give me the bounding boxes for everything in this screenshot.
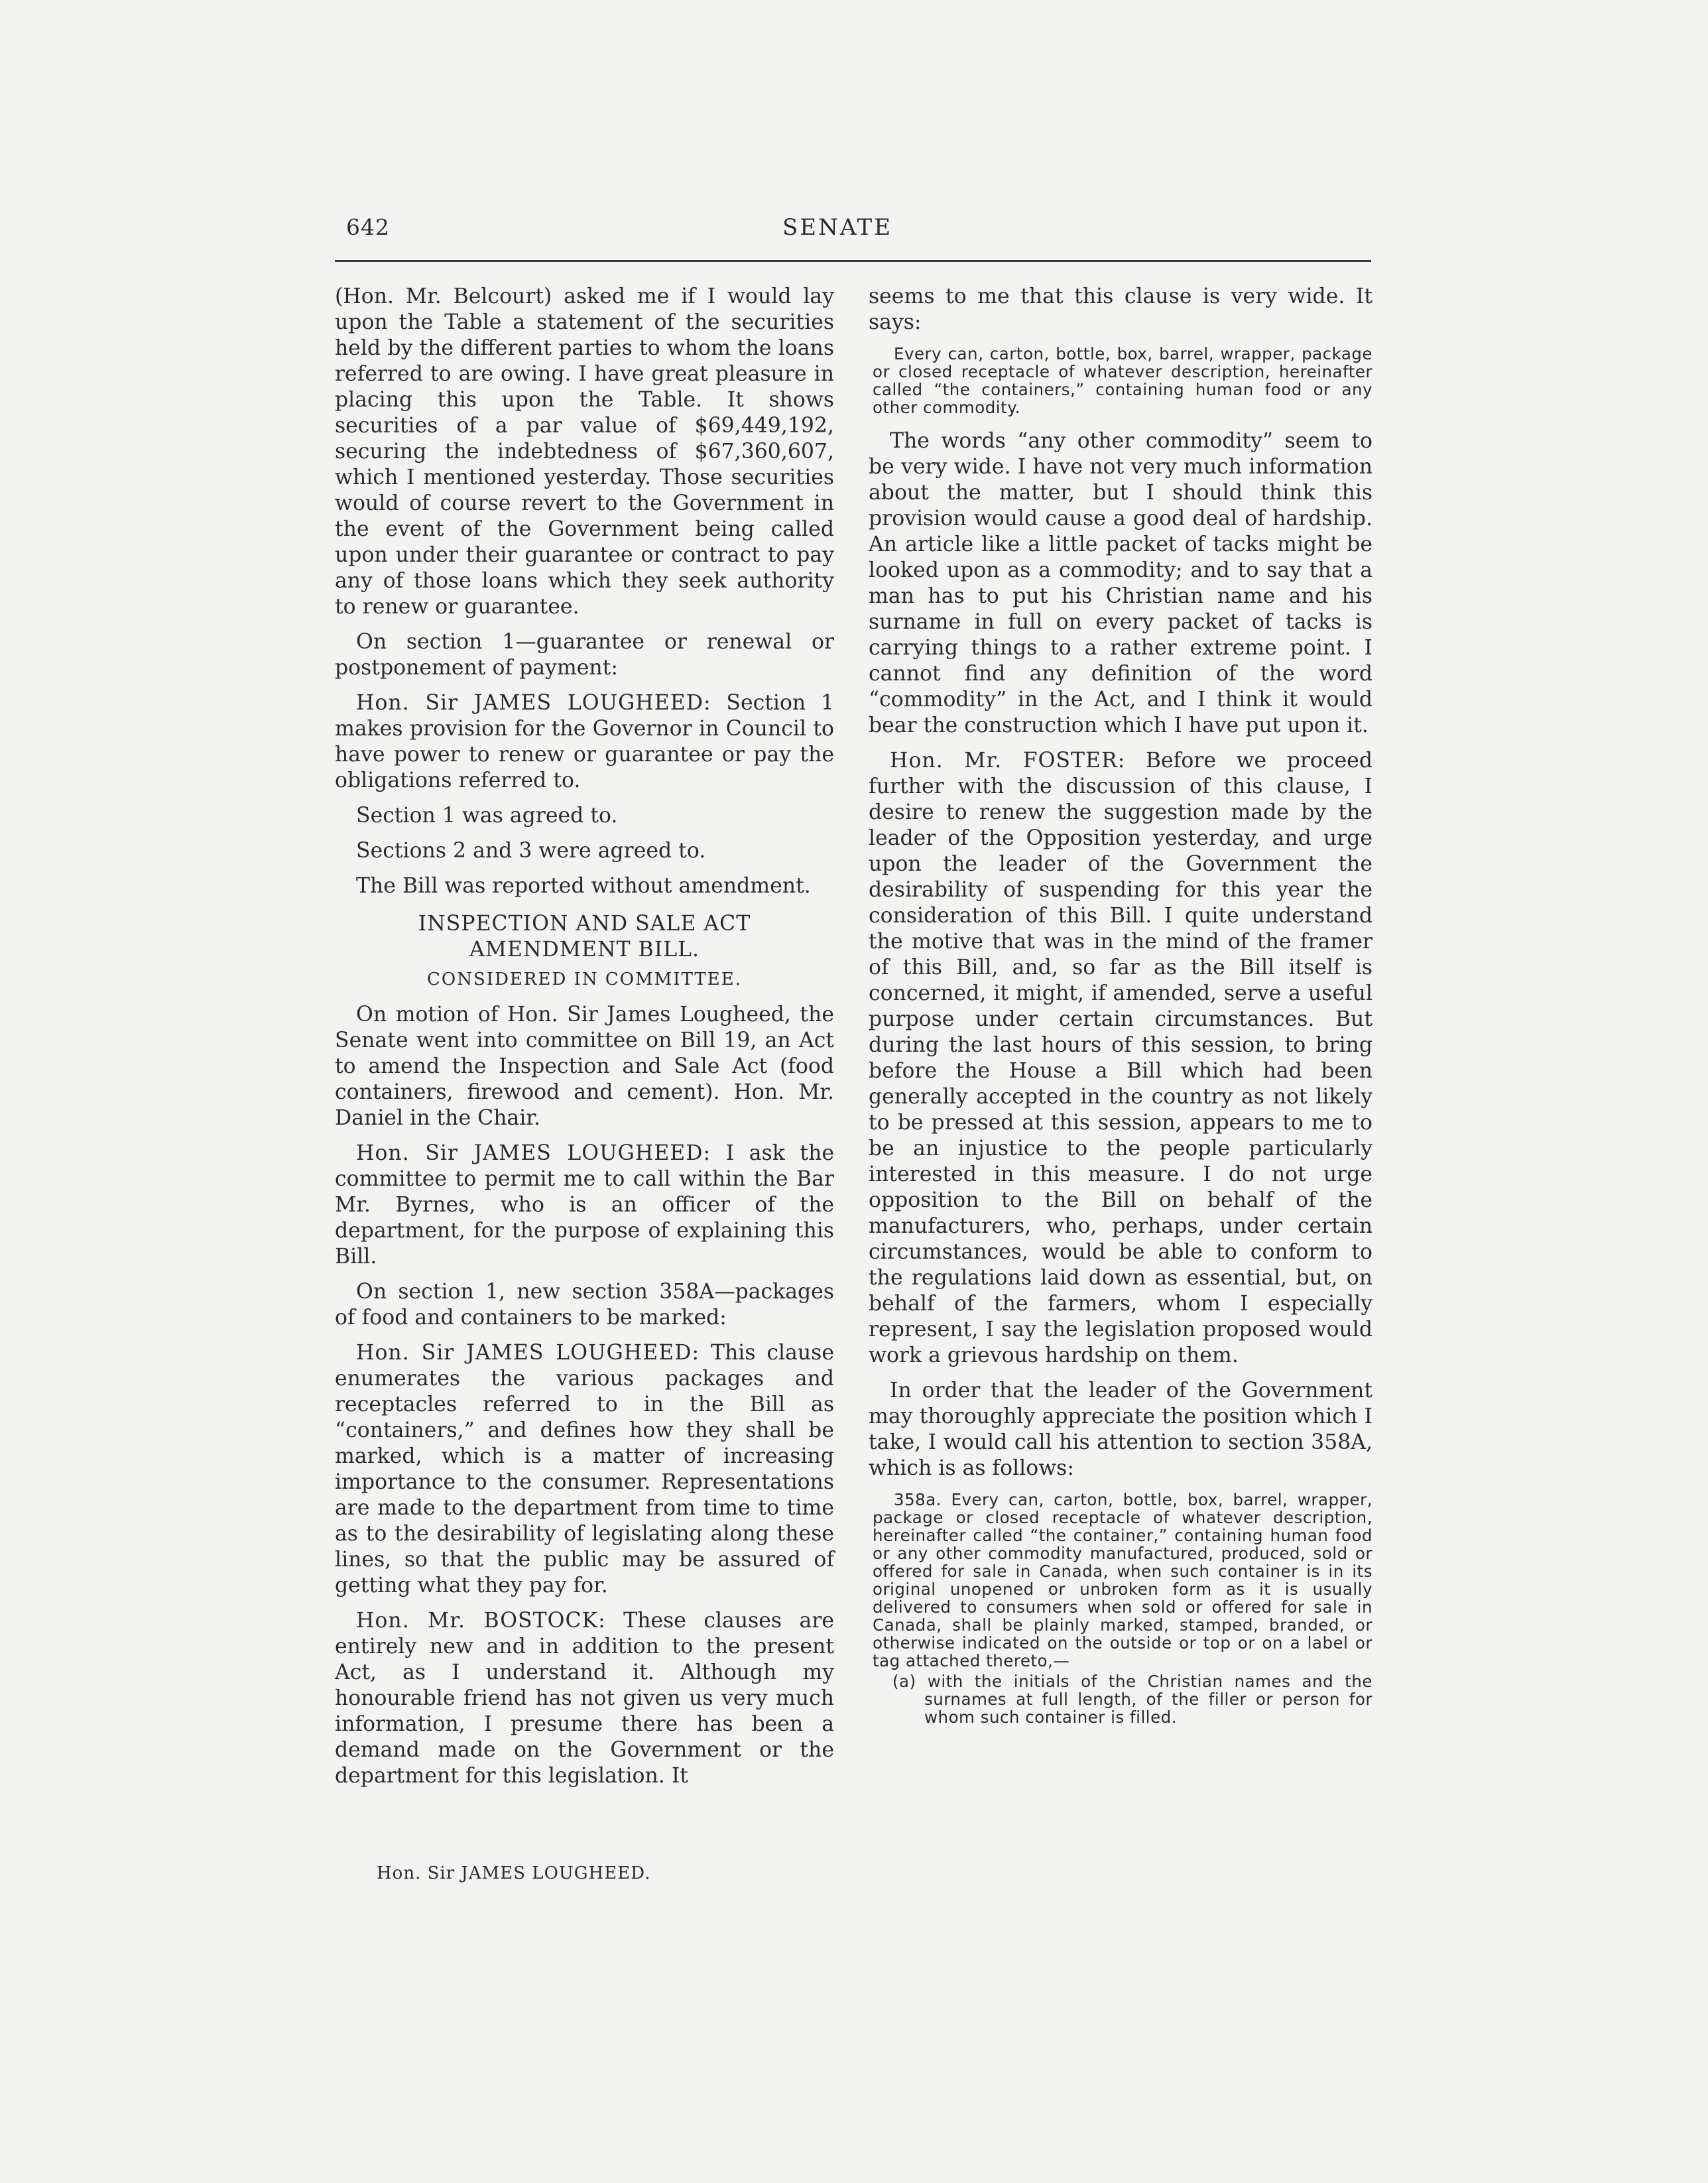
- left-column: [335, 284, 834, 1798]
- speech-text: These clauses are entirely new and in addition to the present Act, as I understand it. Although my honourable friend has not given us very much information, I presume there has been a demand made on the Government or the department for this legislation. It: [335, 1609, 835, 1788]
- paragraph: Sections 2 and 3 were agreed to.: [356, 839, 706, 863]
- speaker-name: Hon. Sir JAMES LOUGHEED:: [356, 691, 711, 715]
- block-quote: Every can, carton, bottle, box, barrel, wrapper, package or closed receptacle of whatever description, hereinafter called “the containers,” containing human food or any other commodity.: [873, 344, 1372, 417]
- page-footer: Hon. Sir JAMES LOUGHEED.: [377, 1863, 651, 1883]
- paragraph: The Bill was reported without amendment.: [356, 874, 811, 898]
- paragraph: The words “any other commodity” seem to be very wide. I have not very much information about the matter, but I should think this provision would cause a good deal of hardship. An article like a little packet of tacks might be looked upon as a commodity; and to say that a man has to put his Christian name and his surname in full on every packet of tacks is carrying things to a rather extreme point. I cannot find any definition of the word “commodity” in the Act, and I think it would bear the construction which I have put upon it.: [869, 429, 1372, 737]
- speech-text: Before we proceed further with the discussion of this clause, I desire to renew the suggestion made by the leader of the Opposition yesterday, and urge upon the leader of the Government the desirability of suspending for this year the consideration of this Bill. I quite understand the motive that was in the mind of the framer of this Bill, and, so far as the Bill itself is concerned, it might, if amended, serve a useful purpose under certain circumstances. But during the last hours of this session, to bring before the House a Bill which had been generally accepted in the country as not likely to be pressed at this session, appears to me to be an injustice to the people particularly interested in this measure. I do not urge opposition to the Bill on behalf of the manufacturers, who, perhaps, under certain circumstances, would be able to conform to the regulations laid down as essential, but, on behalf of the farmers, whom I especially represent, I say the legislation proposed would work a grievous hardship on them.: [869, 749, 1372, 1367]
- paragraph: seems to me that this clause is very wide. It says:: [869, 284, 1372, 334]
- speech-text: This clause enumerates the various packages and receptacles referred to in the Bill as “containers,” and defines how they shall be marked, which is a matter of increasing importance to the consumer. Representations are made to the department from time to time as to the desirability of legislating along these lines, so that the public may be assured of getting what they pay for.: [335, 1341, 834, 1597]
- paragraph: On section 1—guarantee or renewal or postponement of payment:: [335, 630, 834, 680]
- paragraph: On section 1, new section 358A—packages of food and containers to be marked:: [335, 1280, 834, 1330]
- paragraph: [335, 1141, 834, 1270]
- speech-text: I ask the committee to permit me to call within the Bar Mr. Byrnes, who is an officer of the department, for the purpose of explaining this Bill.: [335, 1141, 835, 1269]
- paragraph: (Hon. Mr. Belcourt) asked me if I would lay upon the Table a statement of the securities held by the different parties to whom the loans referred to are owing. I have great pleasure in placing this upon the Table. It shows securities of a par value of $69,449,192, securing the indebtedness of $67,360,607, which I mentioned yesterday. Those securities would of course revert to the Government in the event of the Government being called upon under their guarantee or contract to pay any of those loans which they seek authority to renew or guarantee.: [335, 284, 834, 619]
- speaker-name: Hon. Mr. FOSTER:: [890, 749, 1126, 773]
- page-number: 642: [346, 214, 390, 240]
- paragraph: [335, 1340, 834, 1599]
- right-column: [869, 284, 1372, 1726]
- paragraph: Section 1 was agreed to.: [356, 804, 618, 828]
- speaker-name: Hon. Sir JAMES LOUGHEED:: [356, 1141, 711, 1165]
- paragraph: [335, 1608, 834, 1789]
- speaker-name: Hon. Sir JAMES LOUGHEED:: [356, 1341, 700, 1365]
- block-quote: 358a. Every can, carton, bottle, box, barrel, wrapper, package or closed receptacle of whatever description, hereinafter called “the container,” containing human food or any other commodity manufactured, produced, sold or offered for sale in Canada, when such container is in its original unopened or unbroken form as it is usually delivered to consumers when sold or offered for sale in Canada, shall be plainly marked, stamped, branded, or otherwise indicated on the outside or top or on a label or tag attached thereto,—: [873, 1490, 1372, 1670]
- header-rule: [335, 260, 1371, 262]
- section-subheading: CONSIDERED IN COMMITTEE.: [427, 969, 742, 989]
- paragraph: In order that the leader of the Government may thoroughly appreciate the position which I take, I would call his attention to section 358A, which is as follows:: [869, 1379, 1372, 1480]
- page-title: SENATE: [782, 214, 893, 241]
- speech-text: Section 1 makes provision for the Governor in Council to have power to renew or guarantee or pay the obligations referred to.: [335, 691, 834, 792]
- paragraph: On motion of Hon. Sir James Lougheed, the Senate went into committee on Bill 19, an Act to amend the Inspection and Sale Act (food containers, firewood and cement). Hon. Mr. Daniel in the Chair.: [335, 1003, 834, 1130]
- section-heading: INSPECTION AND SALE ACT AMENDMENT BILL.: [418, 912, 751, 962]
- paragraph: [869, 748, 1372, 1369]
- block-quote-item: (a) with the initials of the Christian names and the surnames at full length, of the filler or person for whom such container is filled.: [892, 1672, 1372, 1727]
- paragraph: [335, 690, 834, 794]
- speaker-name: Hon. Mr. BOSTOCK:: [356, 1609, 606, 1633]
